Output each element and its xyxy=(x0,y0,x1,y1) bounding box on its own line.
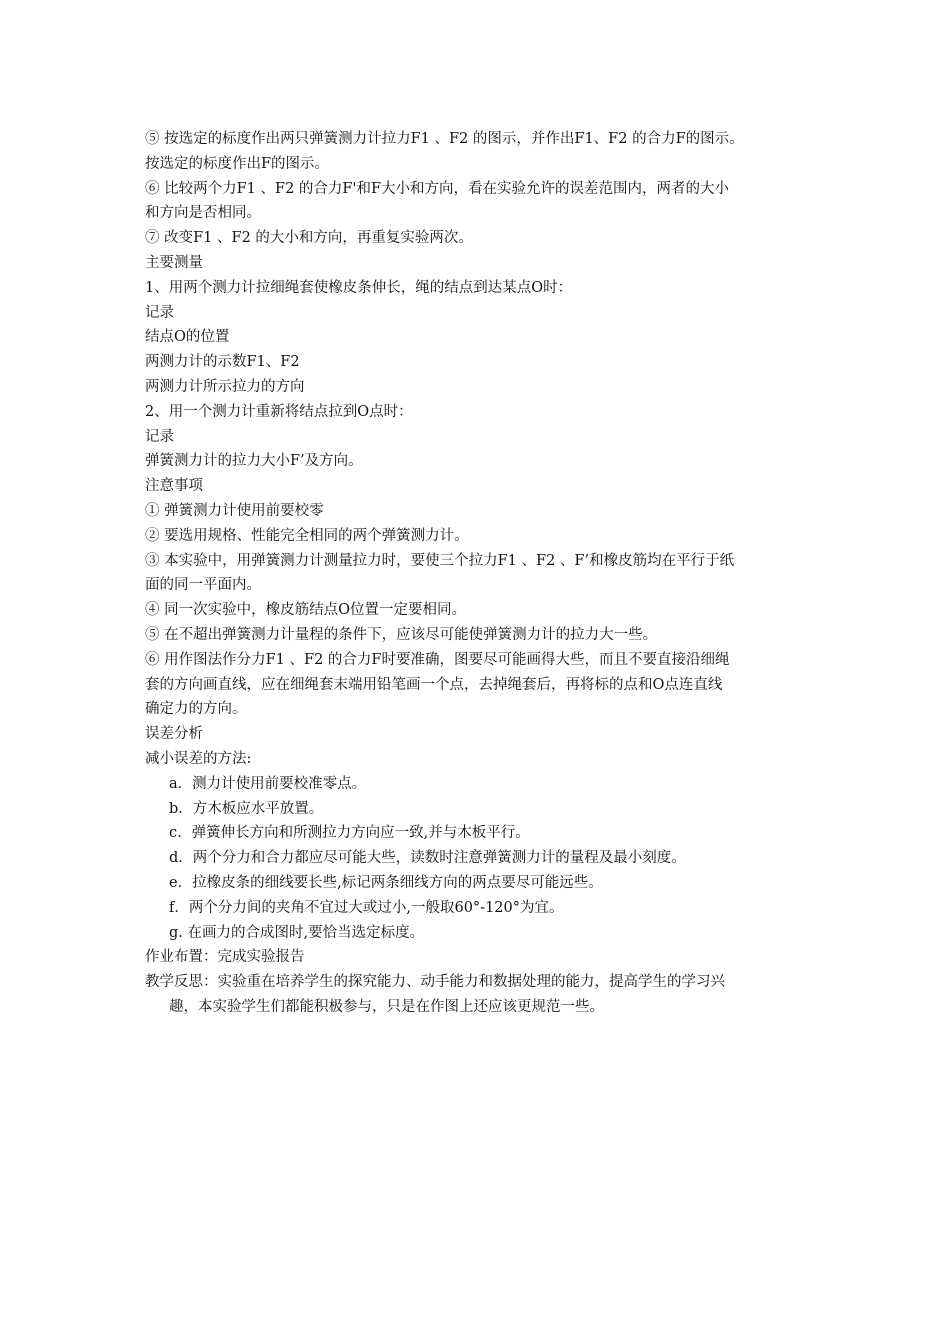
measure-2-record: 记录 xyxy=(145,428,174,445)
heading-error-analysis: 误差分析 xyxy=(145,726,203,743)
note-6-line-3: 确定力的方向。 xyxy=(145,701,247,718)
error-item-c: c．弹簧伸长方向和所测拉力方向应一致,并与木板平行。 xyxy=(169,825,530,842)
heading-main-measurement: 主要测量 xyxy=(145,254,203,271)
error-item-d: d．两个分力和合力都应尽可能大些，读数时注意弹簧测力计的量程及最小刻度。 xyxy=(169,850,686,867)
step-5-line-1: ⑤ 按选定的标度作出两只弹簧测力计拉力F1 、F2 的图示，并作出F1、F2 的合力F的图示。 xyxy=(145,131,744,147)
note-6-line-2: 套的方向画直线，应在细绳套末端用铅笔画一个点，去掉绳套后，再将标的点和O点连直线 xyxy=(145,676,723,693)
measure-1-item-b: 两测力计的示数F1、F2 xyxy=(145,354,300,371)
reflection-line-1: 教学反思：实验重在培养学生的探究能力、动手能力和数据处理的能力，提高学生的学习兴 xyxy=(145,974,725,991)
error-item-g: g. 在画力的合成图时,要恰当选定标度。 xyxy=(169,924,425,941)
note-6-line-1: ⑥ 用作图法作分力F1 、F2 的合力F时要准确，图要尽可能画得大些，而且不要直接沿细绳 xyxy=(145,651,730,668)
reflection-line-2: 趣，本实验学生们都能积极参与，只是在作图上还应该更规范一些。 xyxy=(169,998,604,1015)
step-6-line-2: 和方向是否相同。 xyxy=(145,205,261,222)
measure-2: 2、用一个测力计重新将结点拉到O点时： xyxy=(145,403,413,420)
error-item-b: b．方木板应水平放置。 xyxy=(169,800,324,817)
step-5-line-2: 按选定的标度作出F的图示。 xyxy=(145,155,330,172)
error-item-f: f．两个分力间的夹角不宜过大或过小,一般取60°-120°为宜。 xyxy=(169,899,564,916)
heading-notes: 注意事项 xyxy=(145,478,203,495)
document-body xyxy=(145,127,810,1020)
error-item-a: a．测力计使用前要校准零点。 xyxy=(169,775,367,792)
note-4: ④ 同一次实验中，橡皮筋结点O位置一定要相同。 xyxy=(145,602,466,619)
step-7: ⑦ 改变F1 、F2 的大小和方向，再重复实验两次。 xyxy=(145,230,473,247)
error-intro: 减小误差的方法: xyxy=(145,750,252,767)
note-3-line-2: 面的同一平面内。 xyxy=(145,577,261,594)
note-5: ⑤ 在不超出弹簧测力计量程的条件下，应该尽可能使弹簧测力计的拉力大一些。 xyxy=(145,626,658,643)
step-6-line-1: ⑥ 比较两个力F1 、F2 的合力F'和F大小和方向，看在实验允许的误差范围内，两者的大小 xyxy=(145,180,730,197)
homework: 作业布置：完成实验报告 xyxy=(145,949,305,966)
note-3-line-1: ③ 本实验中，用弹簧测力计测量拉力时，要使三个拉力F1 、F2 、F’和橡皮筋均在平行于纸 xyxy=(145,552,735,569)
measure-1: 1、用两个测力计拉细绳套使橡皮条伸长，绳的结点到达某点O时： xyxy=(145,279,573,296)
note-2: ② 要选用规格、性能完全相同的两个弹簧测力计。 xyxy=(145,527,469,544)
measure-1-item-c: 两测力计所示拉力的方向 xyxy=(145,378,305,395)
error-item-e: e．拉橡皮条的细线要长些,标记两条细线方向的两点要尽可能远些。 xyxy=(169,874,603,891)
measure-1-item-a: 结点O的位置 xyxy=(145,329,230,346)
measure-2-item-a: 弹簧测力计的拉力大小F’及方向。 xyxy=(145,453,363,470)
measure-1-record: 记录 xyxy=(145,304,174,321)
note-1: ① 弹簧测力计使用前要校零 xyxy=(145,502,324,519)
